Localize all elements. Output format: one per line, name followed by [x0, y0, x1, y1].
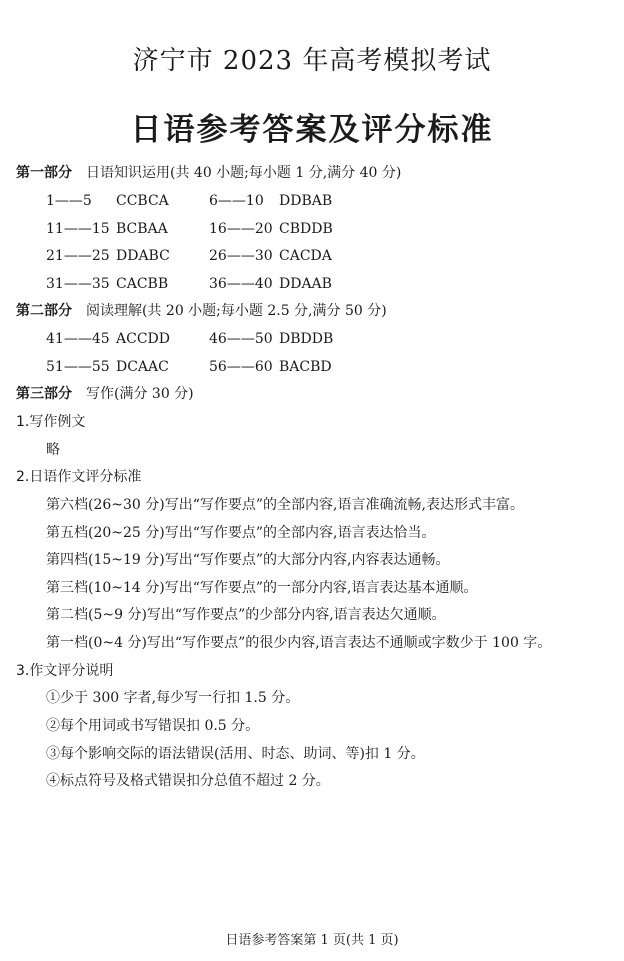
answer-range: 21——25 DDABC [46, 248, 170, 264]
answer-letters: DBDDB [279, 331, 334, 347]
grade-level-5: 第五档(20~25 分)写出“写作要点”的全部内容,语言表达恰当。 [46, 525, 436, 541]
answer-range: 16——20 CBDDB [209, 221, 333, 237]
scoring-rule-3: ③每个影响交际的语法错误(活用、时态、助词、等)扣 1 分。 [46, 746, 425, 762]
answer-letters: CCBCA [116, 193, 169, 209]
answer-range: 11——15 BCBAA [46, 221, 168, 237]
answer-range: 51——55 DCAAC [46, 359, 169, 375]
answer-letters: ACCDD [116, 331, 170, 347]
part3-name: 第三部分 [16, 386, 72, 402]
answer-range: 1——5 CCBCA [46, 193, 169, 209]
document-title: 日语参考答案及评分标准 [130, 112, 494, 148]
answer-letters: CACDA [279, 248, 332, 264]
scoring-rule-2: ②每个用词或书写错误扣 0.5 分。 [46, 718, 260, 734]
sample-essay-heading: 1.写作例文 [16, 414, 86, 430]
answer-letters: BCBAA [116, 221, 168, 237]
answer-letters: DDABC [116, 248, 170, 264]
answer-range: 26——30 CACDA [209, 248, 332, 264]
answer-letters: DDAAB [279, 276, 332, 292]
part1-title: 日语知识运用 [86, 165, 170, 181]
grade-level-2: 第二档(5~9 分)写出“写作要点”的少部分内容,语言表达欠通顺。 [46, 607, 446, 623]
part2-title: 阅读理解 [86, 303, 142, 319]
part1-header [16, 163, 401, 183]
part3-title: 写作 [86, 386, 114, 402]
exam-title: 济宁市 2023 年高考模拟考试 [132, 46, 492, 76]
part3-note: (满分 30 分) [114, 386, 194, 402]
answer-range: 6——10 DDBAB [209, 193, 333, 209]
scoring-rule-4: ④标点符号及格式错误扣分总值不超过 2 分。 [46, 773, 330, 789]
sample-essay-content: 略 [46, 442, 60, 458]
grade-level-3: 第三档(10~14 分)写出“写作要点”的一部分内容,语言表达基本通顺。 [46, 580, 478, 596]
answer-range: 46——50 DBDDB [209, 331, 334, 347]
answer-letters: DCAAC [116, 359, 169, 375]
answer-letters: CACBB [116, 276, 169, 292]
grade-level-4: 第四档(15~19 分)写出“写作要点”的大部分内容,内容表达通畅。 [46, 552, 450, 568]
part2-name: 第二部分 [16, 303, 72, 319]
scoring-notes-heading: 3.作文评分说明 [16, 663, 114, 679]
part1-name: 第一部分 [16, 165, 72, 181]
answer-range: 56——60 BACBD [209, 359, 332, 375]
answer-letters: DDBAB [279, 193, 333, 209]
grading-standard-heading: 2.日语作文评分标准 [16, 469, 142, 485]
part2-note: (共 20 小题;每小题 2.5 分,满分 50 分) [142, 303, 387, 319]
scoring-rule-1: ①少于 300 字者,每少写一行扣 1.5 分。 [46, 690, 300, 706]
answer-letters: BACBD [279, 359, 332, 375]
part1-note: (共 40 小题;每小题 1 分,满分 40 分) [170, 165, 402, 181]
page-footer: 日语参考答案第 1 页(共 1 页) [225, 933, 399, 948]
answer-range: 41——45 ACCDD [46, 331, 170, 347]
grade-level-6: 第六档(26~30 分)写出“写作要点”的全部内容,语言准确流畅,表达形式丰富。 [46, 497, 524, 513]
answer-range: 31——35 CACBB [46, 276, 169, 292]
part2-header [16, 301, 387, 321]
answer-range: 36——40 DDAAB [209, 276, 332, 292]
answer-letters: CBDDB [279, 221, 333, 237]
part3-header [16, 384, 194, 404]
grade-level-1: 第一档(0~4 分)写出“写作要点”的很少内容,语言表达不通顺或字数少于 100 字。 [46, 635, 552, 651]
